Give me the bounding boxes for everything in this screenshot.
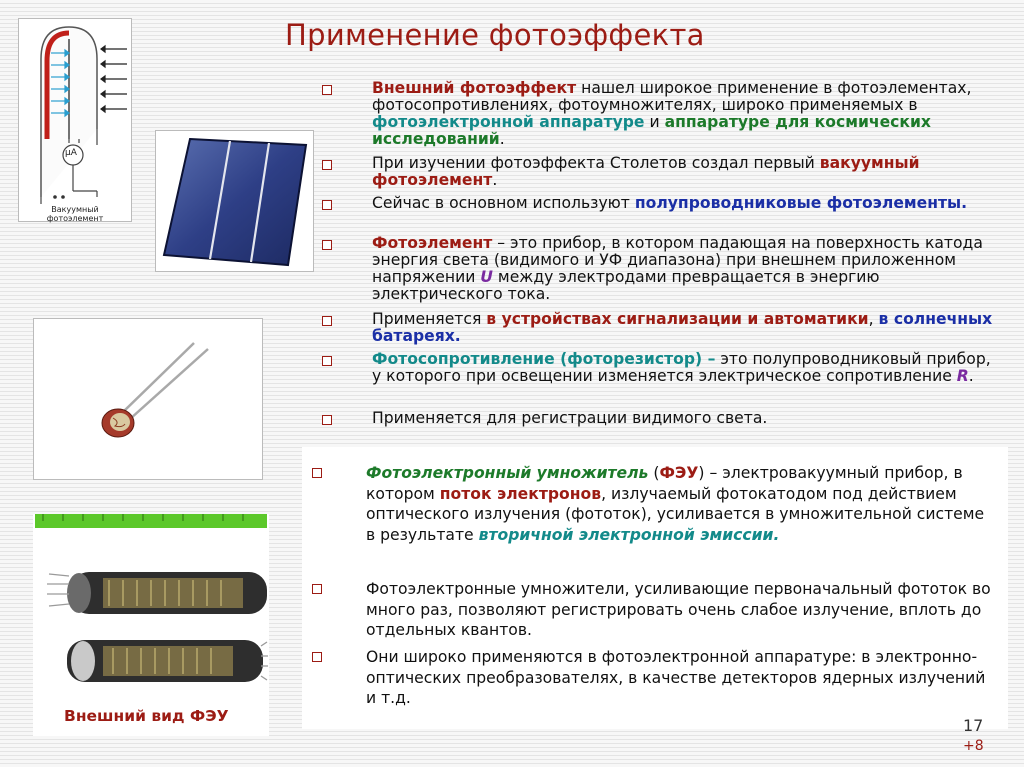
bullet-text-segment: Применяется [372, 310, 487, 328]
bullet-text-segment: . [492, 171, 498, 189]
photomultiplier-tubes-image [33, 514, 269, 736]
square-bullet-icon [322, 415, 332, 425]
bullet-text-segment: U [480, 268, 493, 286]
bullet-text-segment: . [968, 367, 974, 385]
square-bullet-icon [322, 200, 332, 210]
photoresistor-icon [34, 319, 262, 479]
photomultiplier-icon [33, 514, 269, 736]
bullet-text-segment: Внешний фотоэффект [372, 79, 577, 97]
bullet-text-segment: Применяется для регистрации видимого света. [372, 409, 768, 427]
bullet-text-segment: аппаратуре для космических исследований [372, 113, 931, 148]
bullet-text [372, 155, 997, 189]
page-extra-count: +8 [963, 738, 984, 754]
bullet-text-segment: . [499, 130, 505, 148]
bullet-text [366, 463, 996, 545]
square-bullet-icon [312, 584, 322, 594]
page-number: 17 [963, 716, 984, 735]
square-bullet-icon [322, 160, 332, 170]
vacuum-cell-caption: Вакуумный фотоэлемент [46, 205, 104, 223]
bullet-text [372, 311, 997, 345]
bullet-text-segment: и [644, 113, 665, 131]
bullet-text-segment: R [956, 367, 969, 385]
bullet-text [372, 80, 997, 148]
square-bullet-icon [312, 468, 322, 478]
vacuum-photocell-diagram [18, 18, 132, 222]
bullet-text [366, 647, 996, 709]
bullet-text [366, 579, 996, 641]
bullet-text [372, 235, 997, 303]
bullet-text-segment: нашел широкое применение в фотоэлементах, фотосопротивлениях, фотоумножителях, широко применяемых в [372, 79, 972, 114]
bullet-text-segment: Фотосопротивление (фоторезистор) – [372, 350, 716, 368]
bullet-text-segment: вторичной электронной эмиссии. [478, 525, 780, 544]
lower-bullet-list [310, 455, 1000, 725]
page-title: Применение фотоэффекта [285, 18, 705, 52]
top-bullet-list [320, 80, 1010, 430]
bullet-item [320, 195, 997, 212]
bullet-text [372, 351, 997, 385]
bullet-item [320, 410, 997, 427]
square-bullet-icon [322, 240, 332, 250]
square-bullet-icon [312, 652, 322, 662]
vacuum-photocell-icon [19, 19, 131, 221]
bullet-item [310, 647, 996, 709]
bullet-text-segment: – это прибор, в котором падающая на поверхность катода энергия света (видимого и УФ диапазона) при внешнем приложенном напряжении [372, 234, 983, 286]
bullet-text-segment: Сейчас в основном используют [372, 194, 635, 212]
bullet-text-segment: в солнечных батареях. [372, 310, 993, 345]
bullet-text-segment: между электродами превращается в энергию электрического тока. [372, 268, 880, 303]
pmt-description-panel [302, 447, 1008, 729]
bullet-text-segment: Фотоэлемент [372, 234, 493, 252]
bullet-text-segment: , [868, 310, 879, 328]
bullet-text-segment: вакуумный фотоэлемент [372, 154, 920, 189]
bullet-text-segment: Они широко применяются в фотоэлектронной аппаратуре: в электронно-оптических преобразователях, в качестве детекторов ядерных излучений и т.д. [366, 648, 986, 707]
bullet-item [310, 463, 996, 545]
bullet-text-segment: При изучении фотоэффекта Столетов создал первый [372, 154, 820, 172]
bullet-text-segment: Фотоэлектронный умножитель [366, 464, 649, 482]
bullet-text-segment: , излучаемый фотокатодом под действием оптического излучения (фототок), усиливается в умножительной системе в результате [366, 484, 985, 544]
bullet-text-segment: ) – электровакуумный прибор, в котором [366, 464, 963, 503]
bullet-item [320, 155, 997, 189]
bullet-text-segment: фотоэлектронной аппаратуре [372, 113, 645, 131]
bullet-text-segment: в устройствах сигнализации и автоматики [486, 310, 869, 328]
square-bullet-icon [322, 316, 332, 326]
photoresistor-image [33, 318, 263, 480]
pmt-caption: Внешний вид ФЭУ [64, 707, 229, 725]
solar-cell-icon [156, 131, 313, 271]
microammeter-label: μA [65, 148, 77, 158]
solar-cell-image [155, 130, 314, 272]
bullet-text-segment: Фотоэлектронные умножители, усиливающие первоначальный фототок во много раз, позволяют регистрировать очень слабое излучение, вплоть до отдельных квантов. [366, 580, 991, 639]
bullet-text [372, 410, 997, 427]
bullet-text-segment: полупроводниковые фотоэлементы. [634, 194, 968, 212]
bullet-item [320, 351, 997, 385]
bullet-item [310, 579, 996, 641]
bullet-text-segment: поток электронов [439, 484, 602, 503]
bullet-item [320, 235, 997, 303]
bullet-text [372, 195, 997, 212]
bullet-text-segment: это полупроводниковый прибор, у которого при освещении изменяется электрическое сопротивление [372, 350, 991, 385]
bullet-text-segment: ФЭУ [659, 464, 699, 482]
bullet-item [320, 80, 997, 148]
bullet-text-segment: ( [648, 464, 660, 482]
square-bullet-icon [322, 356, 332, 366]
bullet-item [320, 311, 997, 345]
square-bullet-icon [322, 85, 332, 95]
